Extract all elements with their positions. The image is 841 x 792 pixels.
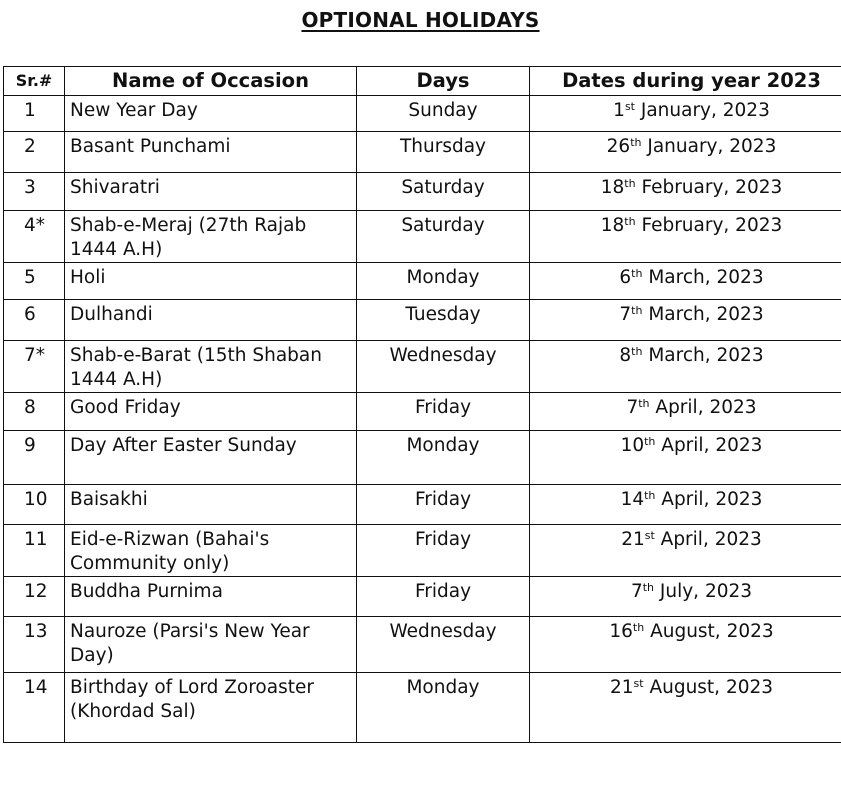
- row-occasion: Birthday of Lord Zoroaster (Khordad Sal): [65, 673, 357, 743]
- date-ordinal-suffix: st: [633, 677, 644, 690]
- row-serial: 11: [4, 525, 65, 577]
- row-date: [530, 673, 841, 743]
- row-occasion: Dulhandi: [65, 300, 357, 341]
- header-sr: Sr.#: [4, 67, 65, 96]
- row-serial: 2: [4, 132, 65, 173]
- row-date: [530, 96, 841, 132]
- row-serial: 5: [4, 263, 65, 300]
- row-date: [530, 263, 841, 300]
- row-date: [530, 393, 841, 431]
- row-serial: 13: [4, 617, 65, 673]
- date-ordinal-suffix: th: [644, 435, 656, 448]
- row-serial: 1: [4, 96, 65, 132]
- date-ordinal-suffix: th: [638, 397, 650, 410]
- row-serial: 9: [4, 431, 65, 485]
- date-month-year: August, 2023: [643, 677, 774, 698]
- date-day-number: 26: [606, 136, 631, 157]
- row-serial: 8: [4, 393, 65, 431]
- date-month-year: March, 2023: [642, 345, 764, 366]
- row-date: [530, 173, 841, 211]
- row-occasion: Basant Punchami: [65, 132, 357, 173]
- row-date: [530, 485, 841, 525]
- date-month-year: April, 2023: [654, 529, 762, 550]
- date-day-number: 21: [609, 677, 634, 698]
- row-occasion: Day After Easter Sunday: [65, 431, 357, 485]
- row-date: [530, 341, 841, 393]
- page-title: OPTIONAL HOLIDAYS: [301, 8, 540, 32]
- header-row: [4, 67, 841, 96]
- header-dates: Dates during year 2023: [530, 67, 841, 96]
- row-day: Saturday: [357, 173, 530, 211]
- date-ordinal-suffix: th: [624, 177, 636, 190]
- row-occasion: Baisakhi: [65, 485, 357, 525]
- header-occasion: Name of Occasion: [65, 67, 357, 96]
- row-serial: 14: [4, 673, 65, 743]
- date-month-year: February, 2023: [635, 177, 783, 198]
- date-ordinal-suffix: th: [631, 304, 643, 317]
- date-ordinal-suffix: th: [631, 267, 643, 280]
- row-occasion: Good Friday: [65, 393, 357, 431]
- date-day-number: 7: [630, 581, 643, 602]
- table-body: [4, 96, 841, 743]
- row-occasion: Shab-e-Meraj (27th Rajab 1444 A.H): [65, 211, 357, 263]
- row-date: [530, 617, 841, 673]
- table-row: [4, 263, 841, 300]
- date-month-year: April, 2023: [655, 435, 763, 456]
- table-row: [4, 431, 841, 485]
- table-row: [4, 393, 841, 431]
- holidays-table: [3, 66, 841, 743]
- row-date: [530, 525, 841, 577]
- date-month-year: March, 2023: [642, 267, 764, 288]
- date-day-number: 21: [621, 529, 645, 550]
- header-days: Days: [357, 67, 530, 96]
- row-date: [530, 300, 841, 341]
- row-day: Thursday: [357, 132, 530, 173]
- date-month-year: August, 2023: [644, 621, 774, 642]
- date-day-number: 7: [626, 397, 639, 418]
- table-row: [4, 341, 841, 393]
- row-serial: 12: [4, 577, 65, 617]
- row-day: Wednesday: [357, 341, 530, 393]
- row-occasion: Holi: [65, 263, 357, 300]
- date-month-year: January, 2023: [641, 136, 777, 157]
- row-occasion: Eid-e-Rizwan (Bahai's Community only): [65, 525, 357, 577]
- row-day: Monday: [357, 431, 530, 485]
- date-day-number: 14: [620, 489, 645, 510]
- row-occasion: Shivaratri: [65, 173, 357, 211]
- row-date: [530, 577, 841, 617]
- row-occasion: Nauroze (Parsi's New Year Day): [65, 617, 357, 673]
- date-ordinal-suffix: th: [630, 136, 642, 149]
- row-serial: 4*: [4, 211, 65, 263]
- table-row: [4, 525, 841, 577]
- row-day: Tuesday: [357, 300, 530, 341]
- date-month-year: January, 2023: [634, 100, 770, 121]
- row-day: Saturday: [357, 211, 530, 263]
- table-row: [4, 173, 841, 211]
- row-serial: 10: [4, 485, 65, 525]
- date-day-number: 18: [600, 177, 625, 198]
- table-row: [4, 485, 841, 525]
- date-day-number: 8: [619, 345, 632, 366]
- table-header: [4, 67, 841, 96]
- date-day-number: 18: [600, 215, 625, 236]
- row-day: Wednesday: [357, 617, 530, 673]
- date-ordinal-suffix: th: [642, 581, 655, 594]
- date-ordinal-suffix: th: [644, 489, 656, 502]
- date-ordinal-suffix: th: [624, 215, 636, 228]
- date-day-number: 7: [619, 304, 632, 325]
- date-ordinal-suffix: st: [644, 529, 655, 542]
- row-day: Friday: [357, 485, 530, 525]
- row-day: Friday: [357, 525, 530, 577]
- row-date: [530, 132, 841, 173]
- row-occasion: Buddha Purnima: [65, 577, 357, 617]
- row-serial: 3: [4, 173, 65, 211]
- row-date: [530, 431, 841, 485]
- row-date: [530, 211, 841, 263]
- table-row: [4, 96, 841, 132]
- table-row: [4, 577, 841, 617]
- date-day-number: 16: [609, 621, 633, 642]
- row-day: Friday: [357, 393, 530, 431]
- date-day-number: 6: [619, 267, 632, 288]
- date-day-number: 1: [613, 100, 625, 121]
- date-ordinal-suffix: th: [631, 345, 643, 358]
- date-ordinal-suffix: st: [624, 100, 635, 113]
- date-ordinal-suffix: th: [632, 621, 645, 634]
- table-row: [4, 300, 841, 341]
- date-month-year: March, 2023: [642, 304, 764, 325]
- row-serial: 7*: [4, 341, 65, 393]
- row-occasion: Shab-e-Barat (15th Shaban 1444 A.H): [65, 341, 357, 393]
- date-month-year: February, 2023: [635, 215, 783, 236]
- row-serial: 6: [4, 300, 65, 341]
- table-row: [4, 673, 841, 743]
- date-month-year: July, 2023: [654, 581, 753, 602]
- table-row: [4, 617, 841, 673]
- row-day: Sunday: [357, 96, 530, 132]
- date-month-year: April, 2023: [655, 489, 763, 510]
- row-day: Monday: [357, 263, 530, 300]
- row-day: Monday: [357, 673, 530, 743]
- row-day: Friday: [357, 577, 530, 617]
- date-day-number: 10: [620, 435, 645, 456]
- date-month-year: April, 2023: [649, 397, 757, 418]
- row-occasion: New Year Day: [65, 96, 357, 132]
- table-row: [4, 211, 841, 263]
- table-row: [4, 132, 841, 173]
